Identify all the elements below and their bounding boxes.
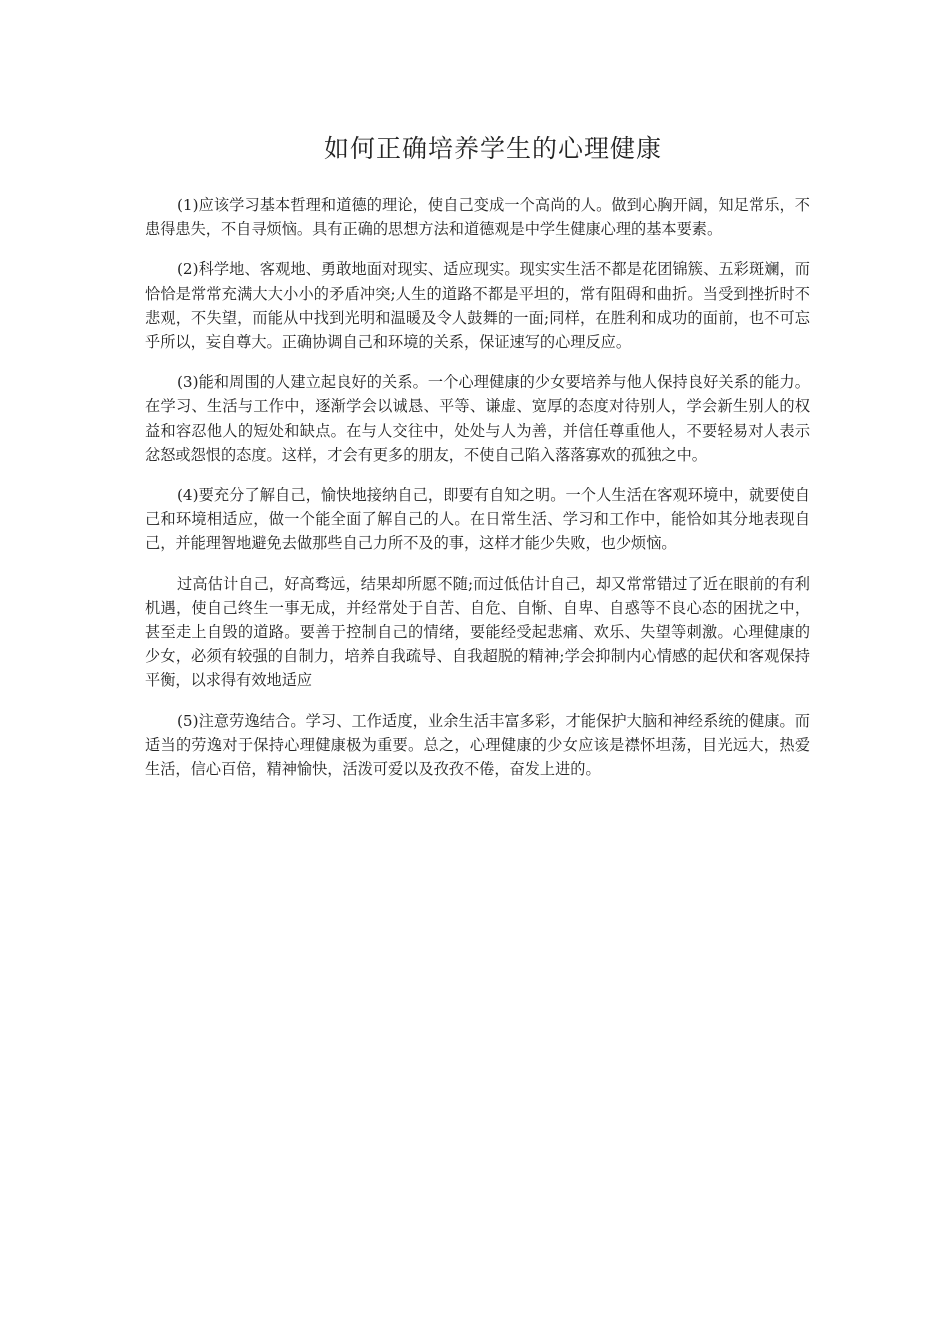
paragraph: (1)应该学习基本哲理和道德的理论，使自己变成一个高尚的人。做到心胸开阔，知足常乐，不患得患失，不自寻烦恼。具有正确的思想方法和道德观是中学生健康心理的基本要素。 xyxy=(145,196,810,239)
paragraph: (3)能和周围的人建立起良好的关系。一个心理健康的少女要培养与他人保持良好关系的能力。在学习、生活与工作中，逐渐学会以诚恳、平等、谦虚、宽厚的态度对待别人，学会新生别人的权益和容忍他人的短处和缺点。在与人交往中，处处与人为善，并信任尊重他人，不要轻易对人表示忿怒或怨恨的态度。这样，才会有更多的朋友，不使自己陷入落落寡欢的孤独之中。 xyxy=(145,373,810,464)
paragraph: 过高估计自己，好高骛远，结果却所愿不随;而过低估计自己，却又常常错过了近在眼前的有利机遇，使自己终生一事无成，并经常处于自苦、自危、自惭、自卑、自惑等不良心态的困扰之中，甚至走上自毁的道路。要善于控制自己的情绪，要能经受起悲痛、欢乐、失望等刺激。心理健康的少女，必须有较强的自制力，培养自我疏导、自我超脱的精神;学会抑制内心情感的起伏和客观保持平衡，以求得有效地适应 xyxy=(145,574,810,690)
paragraph: (2)科学地、客观地、勇敢地面对现实、适应现实。现实实生活不都是花团锦簇、五彩斑斓，而恰恰是常常充满大大小小的矛盾冲突;人生的道路不都是平坦的，常有阻碍和曲折。当受到挫折时不悲观，不失望，而能从中找到光明和温暖及令人鼓舞的一面;同样，在胜利和成功的面前，也不可忘乎所以，妄自尊大。正确协调自己和环境的关系，保证速写的心理反应。 xyxy=(145,260,810,352)
paragraph: (4)要充分了解自己，愉快地接纳自己，即要有自知之明。一个人生活在客观环境中，就要使自己和环境相适应，做一个能全面了解自己的人。在日常生活、学习和工作中，能恰如其分地表现自己，并能理智地避免去做那些自己力所不及的事，这样才能少失败，也少烦恼。 xyxy=(145,486,810,553)
document-title: 如何正确培养学生的心理健康 xyxy=(323,134,662,163)
paragraph: (5)注意劳逸结合。学习、工作适度，业余生活丰富多彩，才能保护大脑和神经系统的健康。而适当的劳逸对于保持心理健康极为重要。总之，心理健康的少女应该是襟怀坦荡，目光远大，热爱生活，信心百倍，精神愉快，活泼可爱以及孜孜不倦，奋发上进的。 xyxy=(145,711,810,779)
document-body xyxy=(145,193,810,797)
